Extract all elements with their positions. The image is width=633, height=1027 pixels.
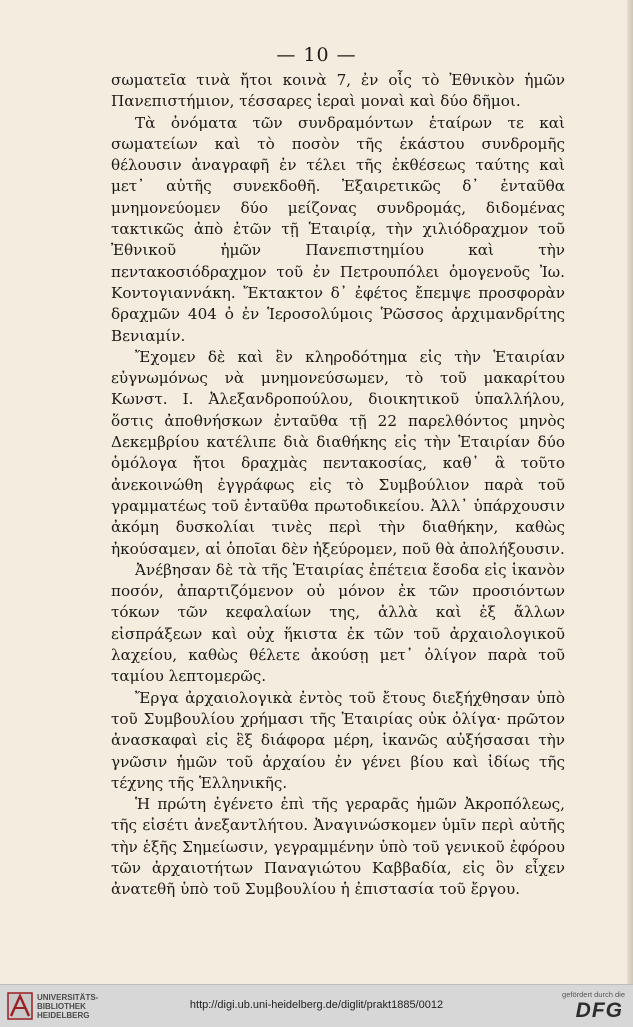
- paragraph: Ἀνέβησαν δὲ τὰ τῆς Ἑταιρίας ἐπέτεια ἔσοδα εἰς ἱκανὸν ποσόν, ἀπαρτιζόμενον οὐ μόνον ἐκ τῶν προσιόντων τόκων τῶν κεφαλαίων της, ἀλλὰ καὶ ἐξ ἄλλων εἰσπράξεων καὶ οὐχ ἥκιστα ἐκ τῶν τοῦ ἀρχαιολογικοῦ λαχείου, καθὼς θέλετε ἀκούσῃ μετ᾽ ὀλίγον παρὰ τοῦ ταμίου λεπτομερῶς.: [111, 560, 565, 686]
- viewer-footer: [0, 984, 633, 1027]
- body-text: [111, 70, 565, 901]
- paragraph: Ἡ πρώτη ἐγένετο ἐπὶ τῆς γεραρᾶς ἡμῶν Ἀκροπόλεως, τῆς εἰσέτι ἀνεξαντλήτου. Ἀναγινώσκομεν ὑμῖν περὶ αὐτῆς τὴν ἑξῆς Σημείωσιν, γεγραμμένην ὑπὸ τοῦ γενικοῦ ἐφόρου τῶν ἀρχαιοτήτων Παναγιώτου Καββαδία, εἰς ὃν εἶχεν ἀνατεθῆ ὑπὸ τοῦ Συμβουλίου ἡ ἐπιστασία τοῦ ἔργου.: [111, 795, 565, 899]
- paragraph: Τὰ ὀνόματα τῶν συνδραμόντων ἑταίρων τε καὶ σωματείων καὶ τὸ ποσὸν τῆς ἑκάστου συνδρομῆς θέλουσιν ἀναγραφῆ ἐν τέλει τῆς ἐκθέσεως ταύτης καὶ μετ᾽ αὐτῆς συνεκδοθῆ. Ἐξαιρετικῶς δ᾽ ἐνταῦθα μνημονεύομεν δύο μείζονας συνδρομάς, διδομένας τακτικῶς ἀπὸ ἐτῶν τῇ Ἑταιρίᾳ, τὴν χιλιόδραχμον τοῦ Ἐθνικοῦ ἡμῶν Πανεπιστημίου καὶ τὴν πεντακοσιόδραχμον τοῦ ἐν Πετρουπόλει ὁμογενοῦς Ἰω. Κοντογιαννάκη. Ἔκτακτον δ᾽ ἐφέτος ἔπεμψε προσφορὰν δραχμῶν 404 ὁ ἐν Ἱεροσολύμοις Ῥῶσσος ἀρχιμανδρίτης Βενιαμίν.: [111, 113, 565, 345]
- funded-by-label: gefördert durch die: [562, 990, 625, 999]
- library-name-line: BIBLIOTHEK: [37, 1002, 86, 1011]
- library-name-line: HEIDELBERG: [37, 1011, 90, 1020]
- library-name-line: UNIVERSITÄTS-: [37, 993, 99, 1002]
- paragraph: Ἔργα ἀρχαιολογικὰ ἐντὸς τοῦ ἔτους διεξήχθησαν ὑπὸ τοῦ Συμβουλίου χρήμασι τῆς Ἑταιρίας οὐκ ὀλίγα· πρῶτον ἀνασκαφαὶ εἰς ἓξ διάφορα μέρη, ἱκανῶς αὐξήσασαι τὴν γνῶσιν ἡμῶν τοῦ ἀρχαίου ἐν γένει βίου καὶ ἰδίως τῆς τέχνης τῆς Ἑλληνικῆς.: [111, 688, 565, 792]
- paragraph: Ἔχομεν δὲ καὶ ἓν κληροδότημα εἰς τὴν Ἑταιρίαν εὐγνωμόνως νὰ μνημονεύσωμεν, τὸ τοῦ μακαρίτου Κωνστ. Ι. Ἀλεξανδροπούλου, διοικητικοῦ ὑπαλλήλου, ὅστις ἀποθνήσκων ἐνταῦθα τῇ 22 παρελθόντος μηνὸς Δεκεμβρίου κατέλιπε διὰ διαθήκης εἰς τὴν Ἑταιρίαν δύο ὁμόλογα ἤτοι δραχμὰς πεντακοσίας, καθ᾽ ἃ τοῦτο ἀνεκοινώθη ἐγγράφως εἰς τὸ Συμβούλιον παρὰ τοῦ γραμματέως τοῦ ἐνταῦθα πρωτοδικείου. Ἀλλ᾽ ὑπάρχουσιν ἀκόμη δυσκολίαι τινὲς περὶ τὴν διαθήκην, καθὼς ἠκούσαμεν, αἱ ὁποῖαι δὲν ἠξεύρομεν, ποῦ θὰ ἀπολήξουσιν.: [111, 347, 565, 558]
- paragraph: σωματεῖα τινὰ ἤτοι κοινὰ 7, ἐν οἷς τὸ Ἐθνικὸν ἡμῶν Πανεπιστήμιον, τέσσαρες ἱεραὶ μοναὶ καὶ δύο δῆμοι.: [111, 71, 565, 111]
- page-edge: [627, 0, 633, 984]
- dfg-logo: DFG: [575, 999, 623, 1022]
- source-url-link[interactable]: http://digi.ub.uni-heidelberg.de/diglit/prakt1885/0012: [189, 999, 444, 1011]
- page-number: — 10 —: [276, 44, 357, 66]
